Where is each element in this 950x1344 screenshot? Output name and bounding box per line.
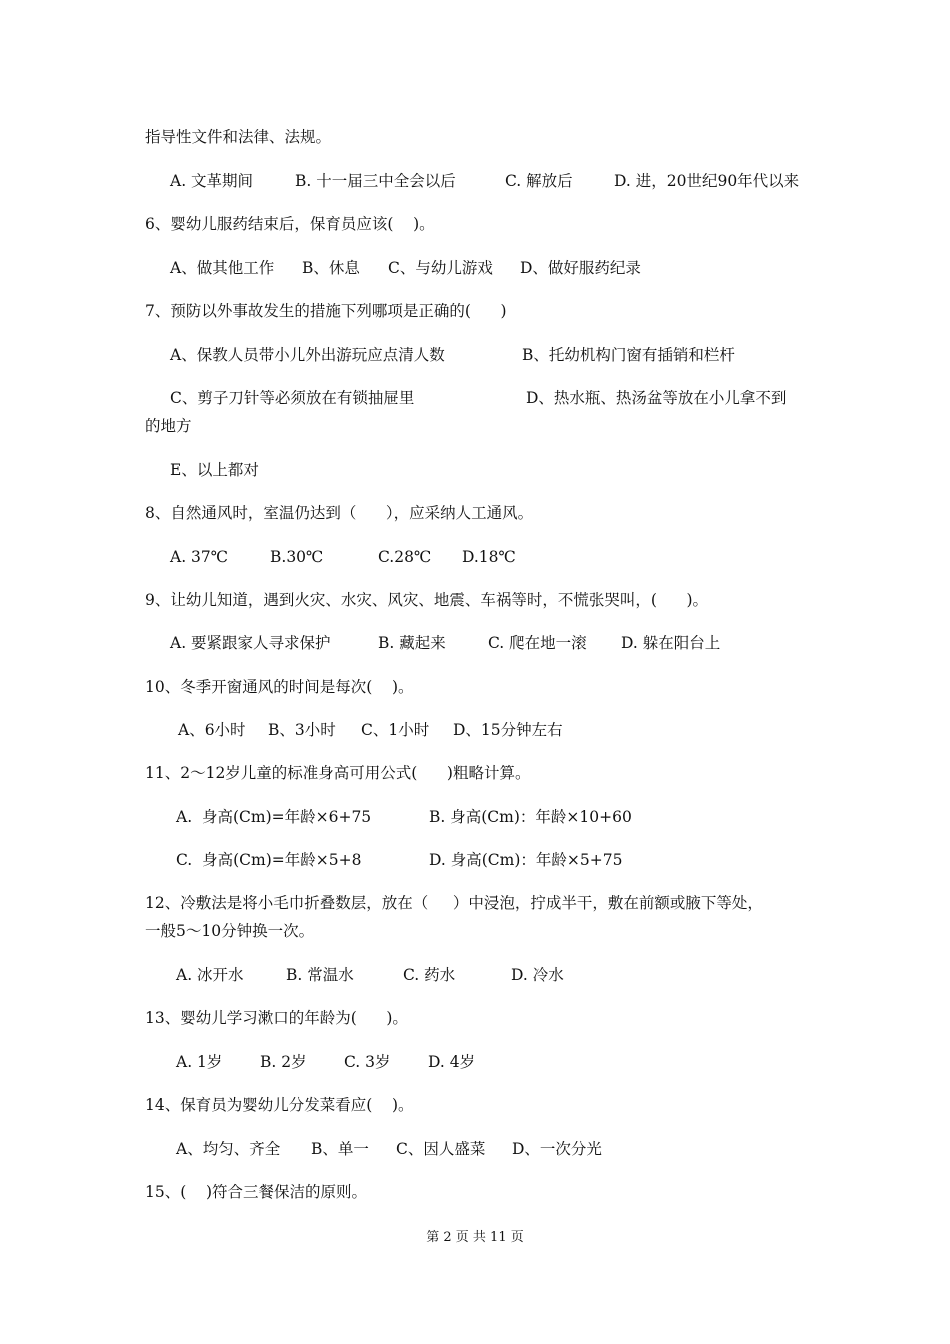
q11-option-b: B. 身高(Cm)：年龄×10+60 — [429, 808, 632, 826]
q7-question: 7、预防以外事故发生的措施下列哪项是正确的( ) — [145, 302, 507, 320]
q5-option-a: A. 文革期间 — [170, 172, 254, 190]
q12-option-c: C. 药水 — [403, 966, 456, 984]
q14-option-d: D、一次分光 — [512, 1140, 602, 1158]
q10-option-a: A、6小时 — [178, 721, 246, 739]
q14-option-a: A、均匀、齐全 — [176, 1140, 281, 1158]
q11-option-a: A. 身高(Cm)=年龄×6+75 — [176, 808, 372, 826]
q10-question: 10、冬季开窗通风的时间是每次( )。 — [145, 678, 414, 696]
q8-option-a: A. 37℃ — [170, 548, 229, 566]
q7-option-a: A、保教人员带小儿外出游玩应点清人数 — [170, 346, 445, 364]
q14-option-c: C、因人盛菜 — [396, 1140, 486, 1158]
q13-option-a: A. 1岁 — [176, 1053, 223, 1071]
q12-question-line2: 一般5～10分钟换一次。 — [145, 922, 315, 940]
q7-option-c: C、剪子刀针等必须放在有锁抽屉里 — [170, 389, 415, 407]
q9-option-c: C. 爬在地一滚 — [488, 634, 587, 652]
q11-question: 11、2～12岁儿童的标准身高可用公式( )粗略计算。 — [145, 764, 531, 782]
q14-question: 14、保育员为婴幼儿分发菜看应( )。 — [145, 1096, 414, 1114]
q8-option-d: D.18℃ — [462, 548, 516, 566]
page-footer: 第 2 页 共 11 页 — [426, 1230, 524, 1245]
q15-question: 15、( )符合三餐保洁的原则。 — [145, 1183, 368, 1201]
q6-option-c: C、与幼儿游戏 — [388, 259, 493, 277]
q12-question-line1: 12、冷敷法是将小毛巾折叠数层，放在（ ）中浸泡，拧成半干，敷在前额或腋下等处， — [145, 894, 763, 912]
q8-option-b: B.30℃ — [270, 548, 324, 566]
q7-option-d: D、热水瓶、热汤盆等放在小儿拿不到 — [526, 389, 787, 407]
q12-option-b: B. 常温水 — [286, 966, 354, 984]
q11-option-c: C. 身高(Cm)=年龄×5+8 — [176, 851, 362, 869]
intro-line: 指导性文件和法律、法规。 — [145, 128, 332, 146]
q9-option-a: A. 要紧跟家人寻求保护 — [170, 634, 331, 652]
q10-option-c: C、1小时 — [361, 721, 430, 739]
q6-question: 6、婴幼儿服药结束后，保育员应该( )。 — [145, 215, 435, 233]
q9-question: 9、让幼儿知道，遇到火灾、水灾、风灾、地震、车祸等时，不慌张哭叫，( )。 — [145, 591, 709, 609]
q6-option-a: A、做其他工作 — [170, 259, 275, 277]
q8-question: 8、自然通风时，室温仍达到（ ），应采纳人工通风。 — [145, 504, 534, 522]
q13-option-d: D. 4岁 — [428, 1053, 476, 1071]
q10-option-b: B、3小时 — [268, 721, 336, 739]
q10-option-d: D、15分钟左右 — [453, 721, 563, 739]
q13-option-c: C. 3岁 — [344, 1053, 391, 1071]
q9-option-d: D. 躲在阳台上 — [621, 634, 721, 652]
q12-option-a: A. 冰开水 — [176, 966, 244, 984]
q6-option-d: D、做好服药纪录 — [520, 259, 641, 277]
q14-option-b: B、单一 — [311, 1140, 369, 1158]
q5-option-b: B. 十一届三中全会以后 — [295, 172, 456, 190]
q13-question: 13、婴幼儿学习漱口的年龄为( )。 — [145, 1009, 408, 1027]
q8-option-c: C.28℃ — [378, 548, 432, 566]
q5-option-d: D. 进，20世纪90年代以来 — [614, 172, 800, 190]
q13-option-b: B. 2岁 — [260, 1053, 307, 1071]
q12-option-d: D. 冷水 — [511, 966, 564, 984]
q7-option-b: B、托幼机构门窗有插销和栏杆 — [522, 346, 735, 364]
q11-option-d: D. 身高(Cm)：年龄×5+75 — [429, 851, 623, 869]
q6-option-b: B、休息 — [302, 259, 360, 277]
q7-option-d-continued: 的地方 — [145, 417, 192, 435]
q9-option-b: B. 藏起来 — [378, 634, 446, 652]
q5-option-c: C. 解放后 — [505, 172, 573, 190]
q7-option-e: E、以上都对 — [170, 461, 259, 479]
